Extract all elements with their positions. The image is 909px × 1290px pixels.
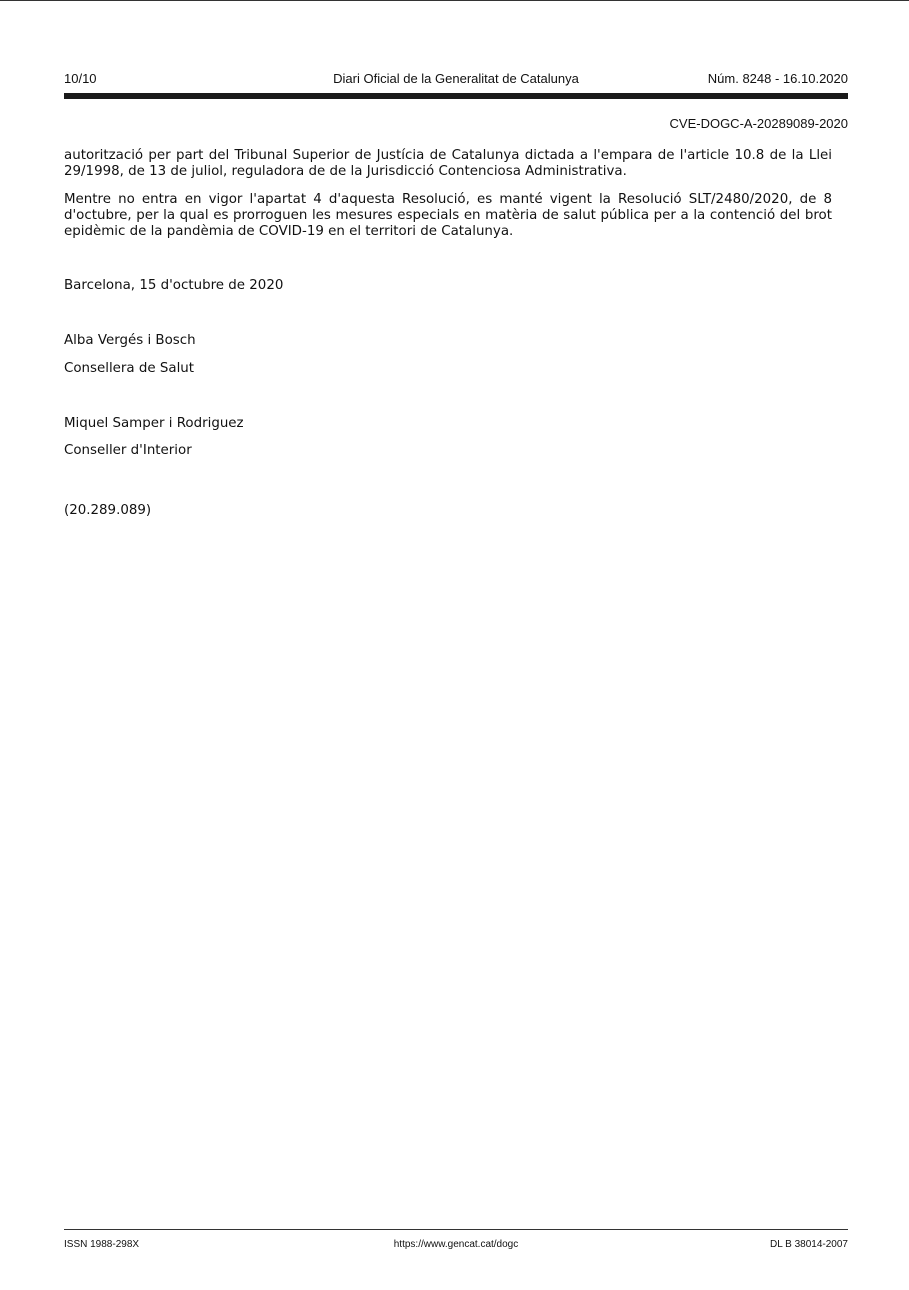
document-reference: (20.289.089) — [64, 503, 152, 518]
signer-role: Conseller d'Interior — [64, 443, 192, 458]
body-paragraph: autorització per part del Tribunal Superior de Justícia de Catalunya dictada a l'empara de l'article 10.8 de la Llei 29/1998, de 13 de juliol, reguladora de de la Jurisdicció Contenciosa Administrativa. — [64, 148, 832, 179]
issn: ISSN 1988-298X — [64, 1239, 140, 1250]
body-paragraph: Mentre no entra en vigor l'apartat 4 d'aquesta Resolució, es manté vigent la Resolució SLT/2480/2020, de 8 d'octubre, per la qual es prorroguen les mesures especials en matèria de salut pública per a la contenció del brot epidèmic de la pandèmia de COVID-19 en el territori de Catalunya. — [64, 192, 832, 239]
footer-rule — [64, 1229, 848, 1230]
cve-code: CVE-DOGC-A-20289089-2020 — [669, 116, 848, 131]
signer-role: Consellera de Salut — [64, 361, 195, 376]
legal-deposit: DL B 38014-2007 — [769, 1239, 848, 1250]
journal-title: Diari Oficial de la Generalitat de Catalunya — [333, 71, 579, 86]
signer-name: Miquel Samper i Rodriguez — [64, 416, 244, 431]
page-top-border — [0, 0, 909, 1]
header-rule — [64, 93, 848, 99]
date-line: Barcelona, 15 d'octubre de 2020 — [64, 278, 284, 293]
page-header — [64, 71, 848, 89]
issue-number: Núm. 8248 - 16.10.2020 — [707, 71, 848, 86]
website-url: https://www.gencat.cat/dogc — [393, 1239, 519, 1250]
page-footer — [64, 1239, 848, 1253]
signer-name: Alba Vergés i Bosch — [64, 333, 196, 348]
page-number: 10/10 — [64, 71, 97, 86]
